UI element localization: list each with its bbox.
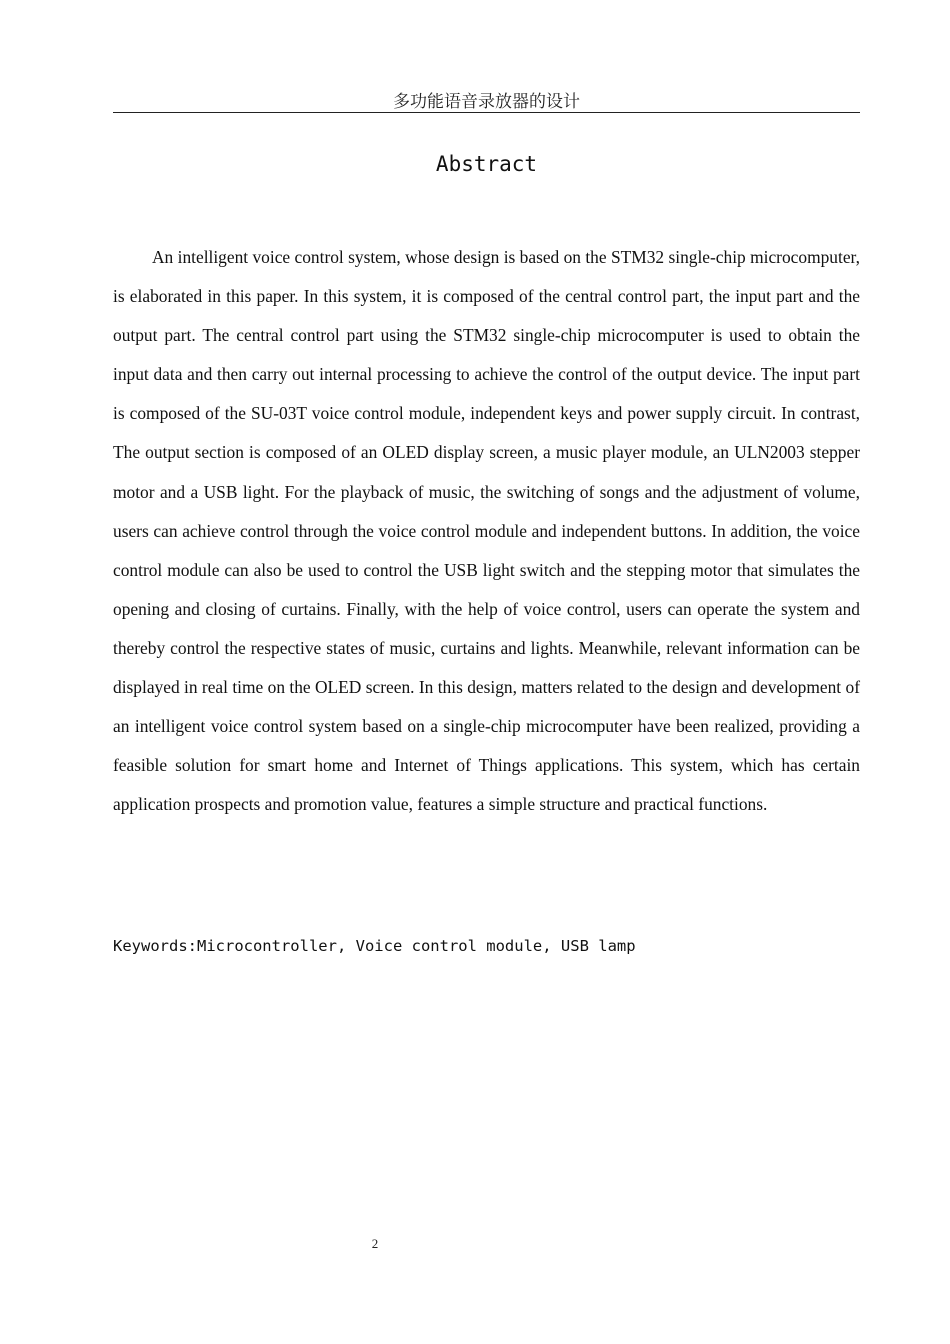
keywords-line: Keywords:Microcontroller, Voice control module, USB lamp [113,937,636,955]
page-number: 2 [371,1236,379,1251]
abstract-title: Abstract [435,152,538,176]
running-header: 多功能语音录放器的设计 [113,92,860,113]
abstract-paragraph: An intelligent voice control system, whose design is based on the STM32 single-chip microcomputer, is elaborated in this paper. In this system, it is composed of the central control part, the input part and the output part. The central control part using the STM32 single-chip microcomputer is used to obtain the input data and then carry out internal processing to achieve the control of the output device. The input part is composed of the SU-03T voice control module, independent keys and power supply circuit. In contrast, The output section is composed of an OLED display screen, a music player module, an ULN2003 stepper motor and a USB light. For the playback of music, the switching of songs and the adjustment of volume, users can achieve control through the voice control module and independent buttons. In addition, the voice control module can also be used to control the USB light switch and the stepping motor that simulates the opening and closing of curtains. Finally, with the help of voice control, users can operate the system and thereby control the respective states of music, curtains and lights. Meanwhile, relevant information can be displayed in real time on the OLED screen. In this design, matters related to the design and development of an intelligent voice control system based on a single-chip microcomputer have been realized, providing a feasible solution for smart home and Internet of Things applications. This system, which has certain application prospects and promotion value, features a simple structure and practical functions. [113,247,860,815]
